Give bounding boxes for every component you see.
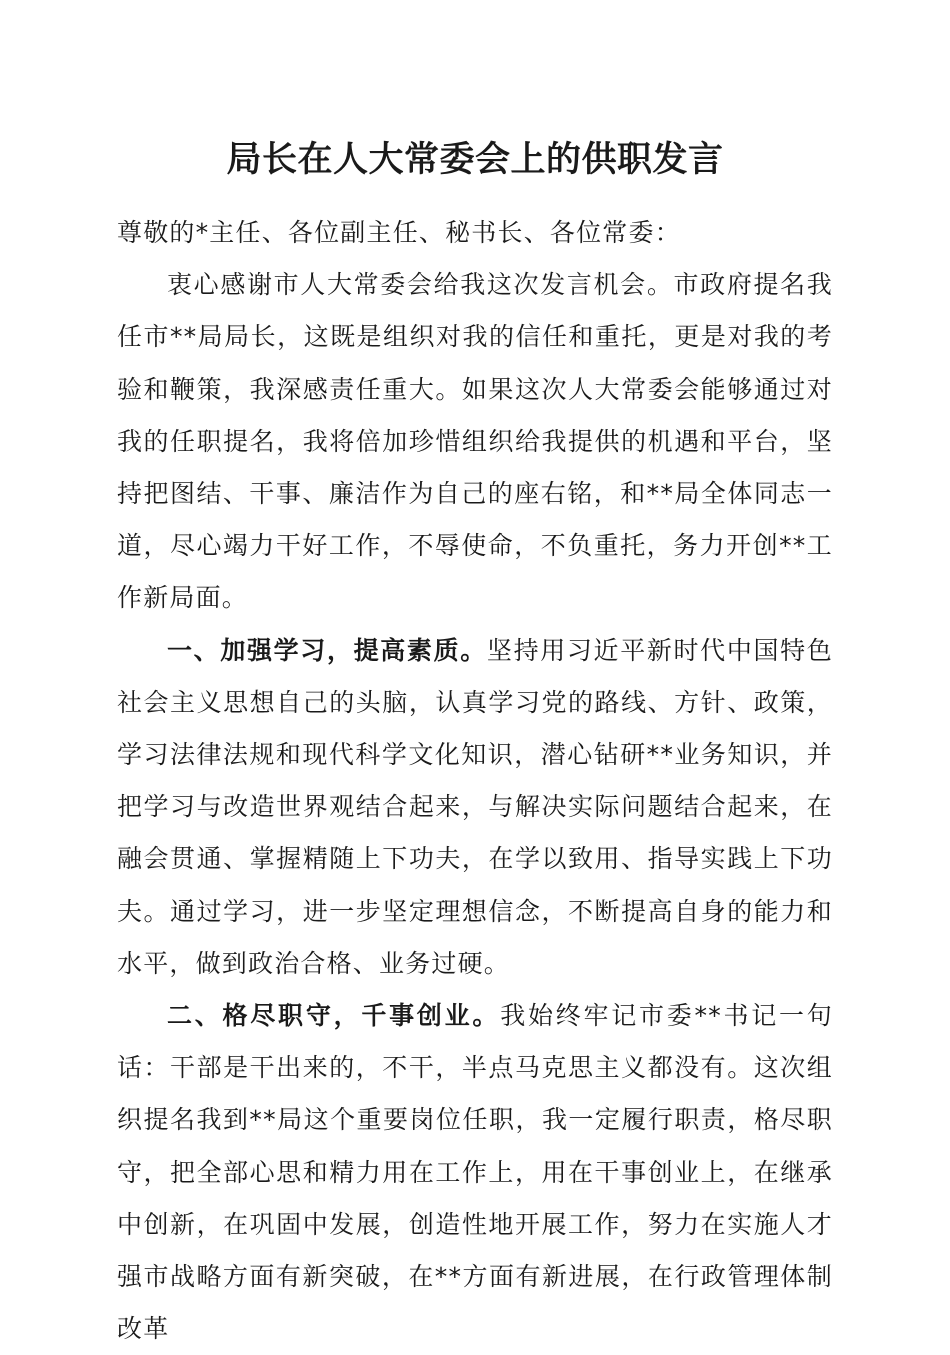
- paragraph-intro: [117, 259, 833, 624]
- paragraph-text: 我始终牢记市委**书记一句话：干部是干出来的，不干，半点马克思主义都没有。这次组织提名我到**局这个重要岗位任职，我一定履行职责，格尽职守，把全部心思和精力用在工作上，用在干事创业上，在继承中创新，在巩固中发展，创造性地开展工作，努力在实施人才强市战略方面有新突破，在**方面有新进展，在行政管理体制改革: [117, 1001, 833, 1344]
- paragraph-study: [117, 625, 833, 990]
- paragraph-duty: [117, 990, 833, 1355]
- paragraph-text: 坚持用习近平新时代中国特色社会主义思想自己的头脑，认真学习党的路线、方针、政策，学习法律法规和现代科学文化知识，潜心钻研**业务知识，并把学习与改造世界观结合起来，与解决实际问题结合起来，在融会贯通、掌握精随上下功夫，在学以致用、指导实践上下功夫。通过学习，进一步坚定理想信念，不断提高自身的能力和水平，做到政治合格、业务过硬。: [117, 635, 833, 978]
- paragraph-text: 衷心感谢市人大常委会给我这次发言机会。市政府提名我任市**局局长，这既是组织对我的信任和重托，更是对我的考验和鞭策，我深感责任重大。如果这次人大常委会能够通过对我的任职提名，我将倍加珍惜组织给我提供的机遇和平台，坚持把图结、干事、廉洁作为自己的座右铭，和**局全体同志一道，尽心竭力干好工作，不辱使命，不负重托，务力开创**工作新局面。: [117, 270, 833, 613]
- section-heading-study: 一、加强学习，提高素质。: [167, 635, 487, 665]
- document-body: [117, 207, 833, 1355]
- salutation: 尊敬的*主任、各位副主任、秘书长、各位常委：: [117, 218, 681, 247]
- document-title: 局长在人大常委会上的供职发言: [226, 139, 724, 180]
- section-heading-duty: 二、格尽职守，千事创业。: [167, 1001, 501, 1031]
